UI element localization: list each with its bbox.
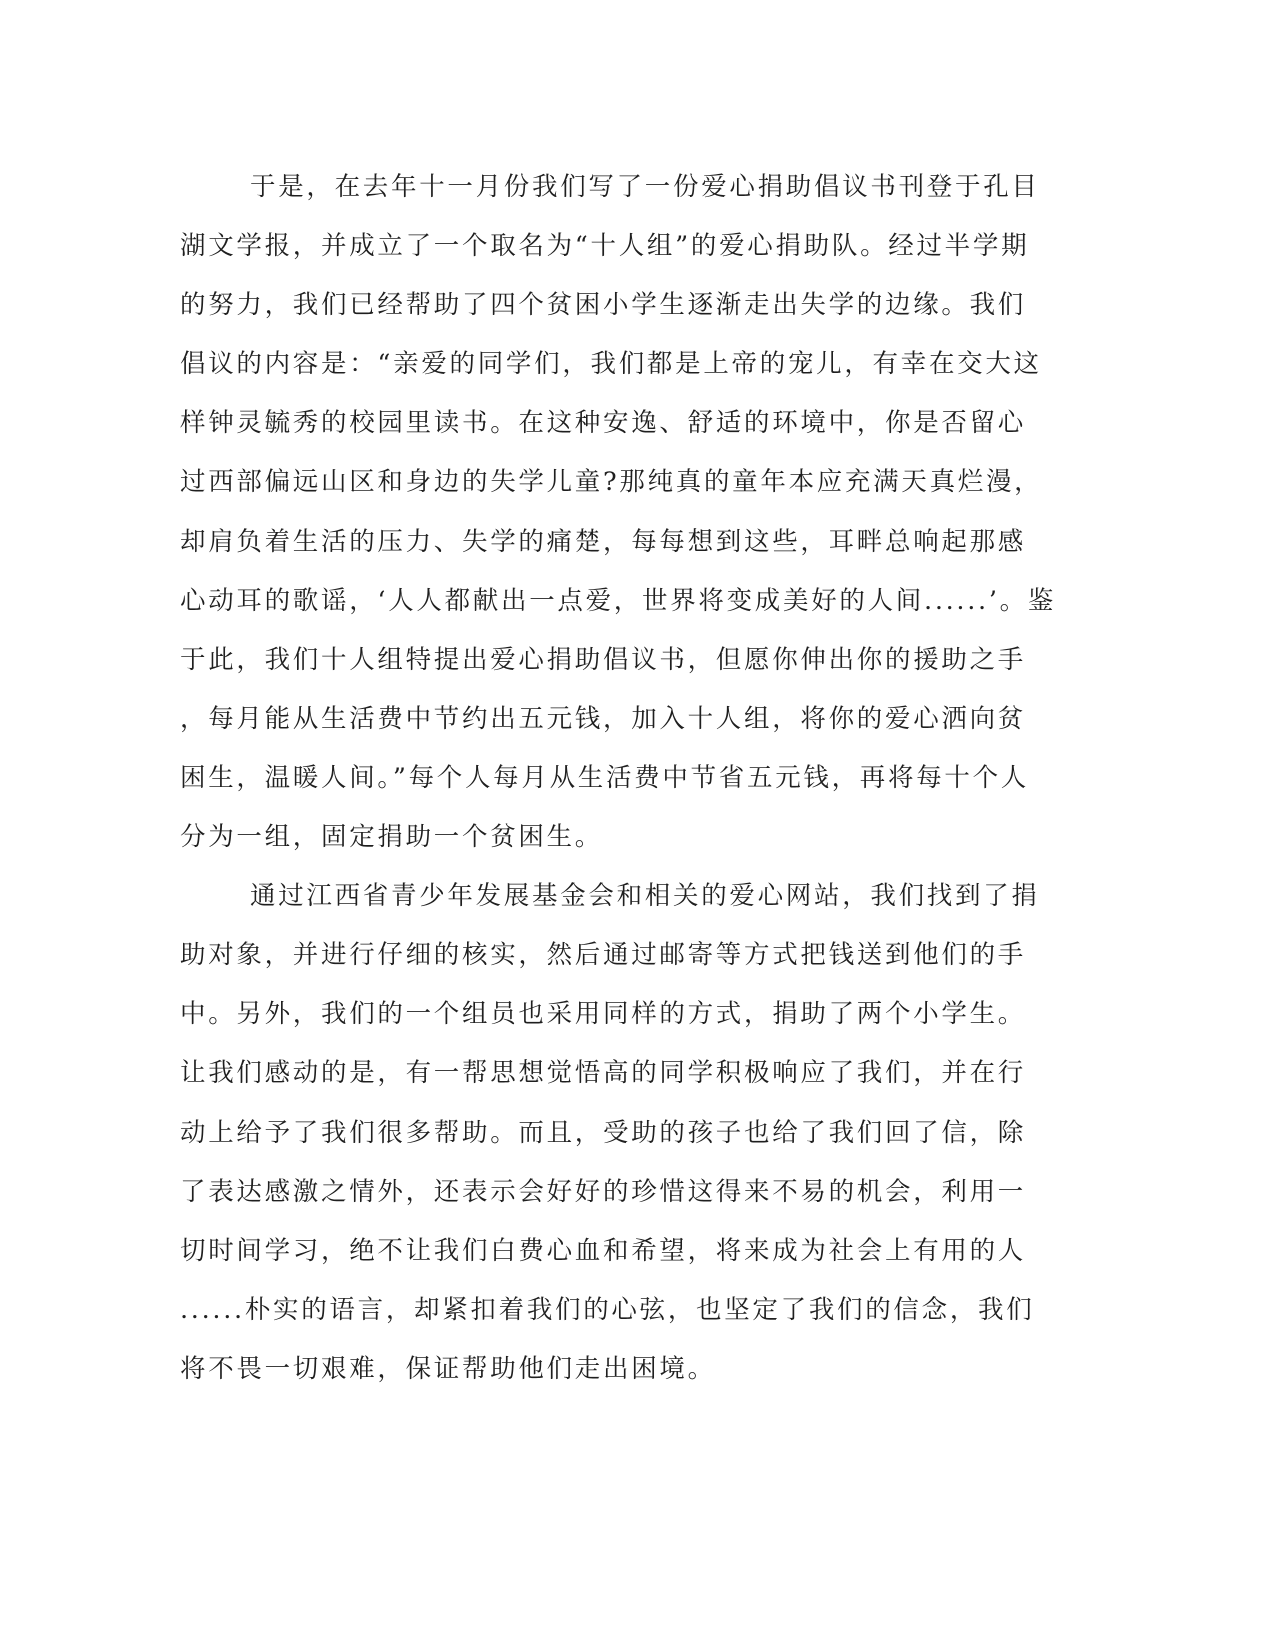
paragraph-line: 动上给予了我们很多帮助。而且，受助的孩子也给了我们回了信，除	[180, 1117, 1027, 1148]
paragraph-line: ，每月能从生活费中节约出五元钱，加入十人组，将你的爱心洒向贫	[180, 703, 1027, 734]
paragraph-line: 倡议的内容是：“亲爱的同学们，我们都是上帝的宠儿，有幸在交大这	[180, 349, 1042, 380]
paragraph-line: 于此，我们十人组特提出爱心捐助倡议书，但愿你伸出你的援助之手	[180, 644, 1027, 675]
paragraph-line: 通过江西省青少年发展基金会和相关的爱心网站，我们找到了捐	[250, 881, 1040, 912]
paragraph-line: ......朴实的语言，却紧扣着我们的心弦，也坚定了我们的信念，我们	[180, 1294, 1035, 1325]
paragraph-line: 让我们感动的是，有一帮思想觉悟高的同学积极响应了我们，并在行	[180, 1058, 1027, 1089]
paragraph-2	[180, 867, 1040, 1399]
paragraph-line: 心动耳的歌谣，‘人人都献出一点爱，世界将变成美好的人间......’。鉴	[180, 585, 1057, 616]
paragraph-line: 困生，温暖人间。”每个人每月从生活费中节省五元钱，再将每十个人	[180, 762, 1029, 793]
paragraph-line: 样钟灵毓秀的校园里读书。在这种安逸、舒适的环境中，你是否留心	[180, 408, 1027, 439]
paragraph-line: 了表达感激之情外，还表示会好好的珍惜这得来不易的机会，利用一	[180, 1176, 1027, 1207]
paragraph-line: 过西部偏远山区和身边的失学儿童?那纯真的童年本应充满天真烂漫，	[180, 467, 1043, 498]
paragraph-line: 却肩负着生活的压力、失学的痛楚，每每想到这些，耳畔总响起那感	[180, 526, 1027, 557]
paragraph-line: 中。另外，我们的一个组员也采用同样的方式，捐助了两个小学生。	[180, 999, 1027, 1030]
paragraph-line: 助对象，并进行仔细的核实，然后通过邮寄等方式把钱送到他们的手	[180, 940, 1027, 971]
paragraph-1	[180, 158, 1057, 867]
document-body	[180, 158, 1057, 1399]
paragraph-line: 分为一组，固定捐助一个贫困生。	[180, 822, 604, 853]
paragraph-line: 于是，在去年十一月份我们写了一份爱心捐助倡议书刊登于孔目	[250, 172, 1040, 202]
paragraph-line: 将不畏一切艰难，保证帮助他们走出困境。	[180, 1353, 716, 1384]
paragraph-line: 湖文学报，并成立了一个取名为“十人组”的爱心捐助队。经过半学期	[180, 231, 1030, 262]
paragraph-line: 的努力，我们已经帮助了四个贫困小学生逐渐走出失学的边缘。我们	[180, 290, 1027, 321]
paragraph-line: 切时间学习，绝不让我们白费心血和希望，将来成为社会上有用的人	[180, 1235, 1027, 1266]
